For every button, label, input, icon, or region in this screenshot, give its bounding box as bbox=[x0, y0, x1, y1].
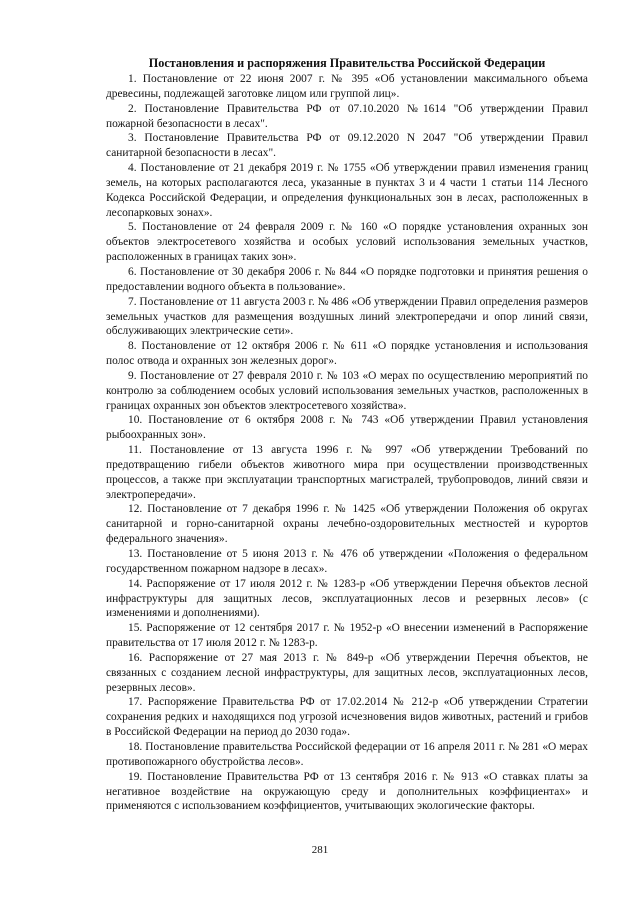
list-item-4: 4. Постановление от 21 декабря 2019 г. № 1755 «Об утверждении правил изменения границ земель, на которых располагаются леса, указанные в пунктах 3 и 4 части 1 статьи 114 Лесного Кодекса Российской Федерации, и определения функциональных зон в лесах, расположенных в лесопарковых зонах». bbox=[106, 162, 588, 219]
regulation-list bbox=[106, 72, 588, 814]
list-item-11: 11. Постановление от 13 августа 1996 г. № 997 «Об утверждении Требований по предотвращению гибели объектов животного мира при осуществлении производственных процессов, а также при эксплуатации транспортных магистралей, трубопроводов, линий связи и электропередачи». bbox=[106, 444, 588, 501]
section-heading: Постановления и распоряжения Правительства Российской Федерации bbox=[148, 56, 546, 70]
list-item-18: 18. Постановление правительства Российской федерации от 16 апреля 2011 г. № 281 «О мерах противопожарного обустройства лесов». bbox=[106, 740, 588, 768]
list-item-7: 7. Постановление от 11 августа 2003 г. № 486 «Об утверждении Правил определения размеров земельных участков для размещения воздушных линий электропередачи и опор линий связи, обслуживающих электрические сети». bbox=[106, 295, 588, 338]
list-item-5: 5. Постановление от 24 февраля 2009 г. № 160 «О порядке установления охранных зон объектов электросетевого хозяйства и особых условий использования земельных участков, расположенных в границах таких зон». bbox=[106, 221, 588, 264]
list-item-15: 15. Распоряжение от 12 сентября 2017 г. № 1952-р «О внесении изменений в Распоряжение правительства от 17 июля 2012 г. № 1283-р. bbox=[106, 622, 588, 650]
list-item-12: 12. Постановление от 7 декабря 1996 г. № 1425 «Об утверждении Положения об округах санитарной и горно-санитарной охраны лечебно-оздоровительных местностей и курортов федерального значения». bbox=[106, 503, 588, 546]
list-item-9: 9. Постановление от 27 февраля 2010 г. № 103 «О мерах по осуществлению мероприятий по контролю за соблюдением особых условий использования земельных участков, расположенных в границах охранных зон объектов электросетевого хозяйства». bbox=[106, 369, 588, 412]
list-item-3: 3. Постановление Правительства РФ от 09.12.2020 N 2047 "Об утверждении Правил санитарной безопасности в лесах". bbox=[106, 132, 588, 160]
list-item-19: 19. Постановление Правительства РФ от 13 сентября 2016 г. № 913 «О ставках платы за негативное воздействие на окружающую среду и дополнительных коэффициентах» и применяются с использованием коэффициентов, учитывающих экологические факторы. bbox=[106, 770, 588, 813]
list-item-16: 16. Распоряжение от 27 мая 2013 г. № 849-р «Об утверждении Перечня объектов, не связанных с созданием лесной инфраструктуры, для защитных лесов, эксплуатационных лесов, резервных лесов». bbox=[106, 651, 588, 694]
list-item-17: 17. Распоряжение Правительства РФ от 17.02.2014 № 212-р «Об утверждении Стратегии сохранения редких и находящихся под угрозой исчезновения видов животных, растений и грибов в Российской Федерации на период до 2030 года». bbox=[106, 696, 588, 739]
page-number: 281 bbox=[311, 844, 329, 856]
list-item-2: 2. Постановление Правительства РФ от 07.10.2020 №1614 "Об утверждении Правил пожарной безопасности в лесах". bbox=[106, 102, 588, 130]
list-item-8: 8. Постановление от 12 октября 2006 г. № 611 «О порядке установления и использования полос отвода и охранных зон железных дорог». bbox=[106, 340, 588, 368]
list-item-10: 10. Постановление от 6 октября 2008 г. № 743 «Об утверждении Правил установления рыбоохранных зон». bbox=[106, 414, 588, 442]
list-item-6: 6. Постановление от 30 декабря 2006 г. № 844 «О порядке подготовки и принятия решения о предоставлении водного объекта в пользование». bbox=[106, 265, 588, 293]
list-item-1: 1. Постановление от 22 июня 2007 г. № 395 «Об установлении максимального объема древесины, подлежащей заготовке лицом или группой лиц». bbox=[106, 73, 588, 100]
list-item-14: 14. Распоряжение от 17 июля 2012 г. № 1283-р «Об утверждении Перечня объектов лесной инфраструктуры для защитных лесов, эксплуатационных лесов и резервных лесов» (с изменениями и дополнениями). bbox=[106, 577, 588, 620]
list-item-13: 13. Постановление от 5 июня 2013 г. № 476 об утверждении «Положения о федеральном государственном пожарном надзоре в лесах». bbox=[106, 548, 588, 575]
